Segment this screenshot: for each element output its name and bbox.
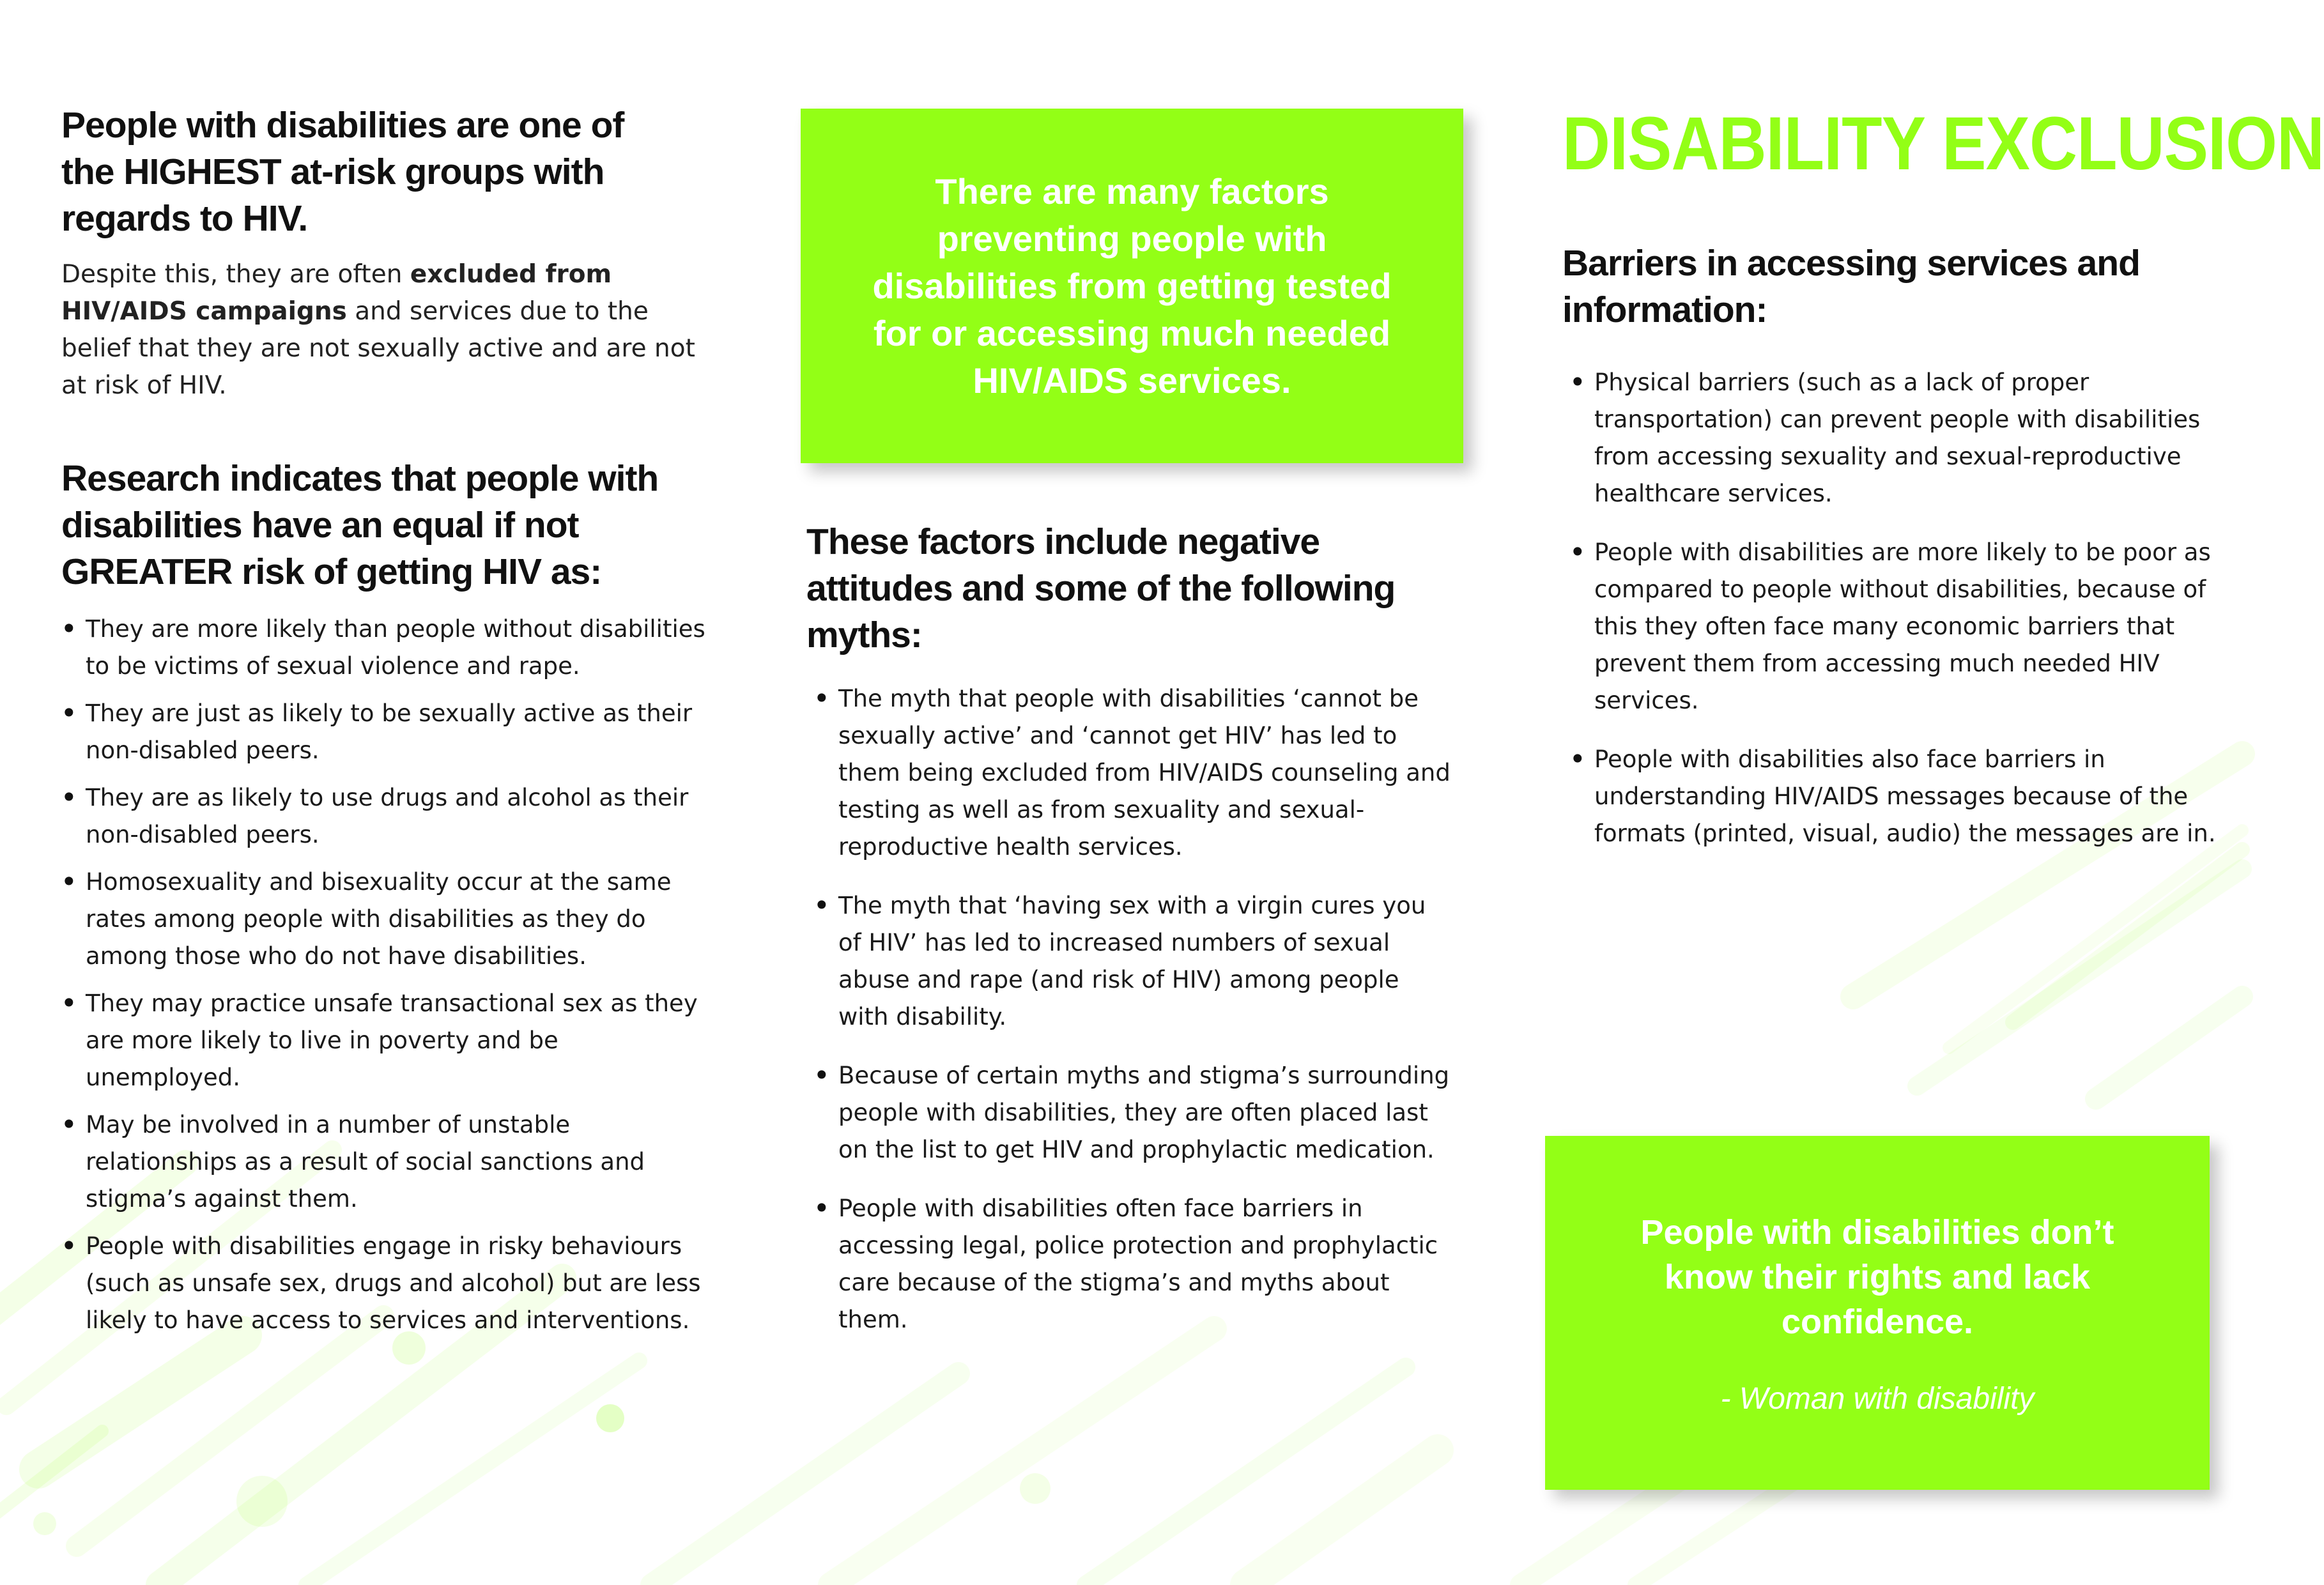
list-item: • People with disabilities engage in risky behaviours (such as unsafe sex, drugs and alcohol) but are less likely to have access to services and interventions. (61, 1228, 713, 1339)
list-item: • People with disabilities also face barriers in understanding HIV/AIDS messages because of the formats (printed, visual, audio) the messages are in. (1570, 741, 2227, 852)
callout-text: There are many factors preventing people with disabilities from getting tested for or accessing much needed HIV/AIDS services. (872, 171, 1392, 401)
intro-text-end: and services due to the belief that they are not sexually active and are not at risk of HIV. (61, 297, 695, 400)
callout-box-factors (801, 109, 1463, 463)
quote-box (1545, 1136, 2210, 1490)
intro-paragraph (61, 256, 700, 404)
headline-research: Research indicates that people with disabilities have an equal if not GREATER risk of getting HIV as: (61, 458, 659, 592)
headline-highest-risk: People with disabilities are one of the HIGHEST at-risk groups with regards to HIV. (61, 105, 624, 239)
risk-factors-list (61, 611, 713, 1339)
list-item: • Because of certain myths and stigma’s surrounding people with disabilities, they are often placed last on the list to get HIV and prophylactic medication. (814, 1057, 1452, 1168)
left-column (61, 102, 713, 1349)
headline-myths: These factors include negative attitudes and some of the following myths: (806, 521, 1396, 655)
headline-barriers: Barriers in accessing services and information: (1562, 243, 2140, 330)
list-item: • The myth that people with disabilities ‘cannot be sexually active’ and ‘cannot get HIV’ has led to them being excluded from HIV/AIDS counseling and testing as well as from sexuality and sexual-reproductive health services. (814, 680, 1452, 866)
intro-text-start: Despite this, they are often (61, 260, 410, 289)
list-item: • Homosexuality and bisexuality occur at the same rates among people with disabilities as they do among those who do not have disabilities. (61, 864, 713, 975)
intro-text-bold: excluded from HIV/AIDS campaigns (61, 260, 612, 326)
list-item: • Physical barriers (such as a lack of proper transportation) can prevent people with disabilities from accessing sexuality and sexual-reproductive healthcare services. (1570, 364, 2227, 512)
page-title: DISABILITY EXCLUSION (1562, 102, 2324, 186)
barriers-list (1562, 364, 2227, 852)
myths-list (806, 680, 1452, 1338)
list-item: • People with disabilities often face barriers in accessing legal, police protection and prophylactic care because of the stigma’s and myths about them. (814, 1190, 1452, 1338)
middle-column (806, 519, 1452, 1360)
list-item: • They are more likely than people without disabilities to be victims of sexual violence and rape. (61, 611, 713, 685)
list-item: • The myth that ‘having sex with a virgin cures you of HIV’ has led to increased numbers of sexual abuse and rape (and risk of HIV) among people with disability. (814, 887, 1452, 1036)
list-item: • They are as likely to use drugs and alcohol as their non-disabled peers. (61, 779, 713, 854)
right-column (1562, 102, 2324, 874)
list-item: • They are just as likely to be sexually active as their non-disabled peers. (61, 695, 713, 769)
list-item: • May be involved in a number of unstable relationships as a result of social sanctions and stigma’s against them. (61, 1106, 713, 1218)
quote-attribution: - Woman with disability (1720, 1381, 2035, 1416)
list-item: • They may practice unsafe transactional sex as they are more likely to live in poverty and be unemployed. (61, 985, 713, 1096)
quote-text: People with disabilities don’t know their rights and lack confidence. (1640, 1213, 2114, 1341)
list-item: • People with disabilities are more likely to be poor as compared to people without disabilities, because of this they often face many economic barriers that prevent them from accessing much needed HIV services. (1570, 534, 2227, 719)
